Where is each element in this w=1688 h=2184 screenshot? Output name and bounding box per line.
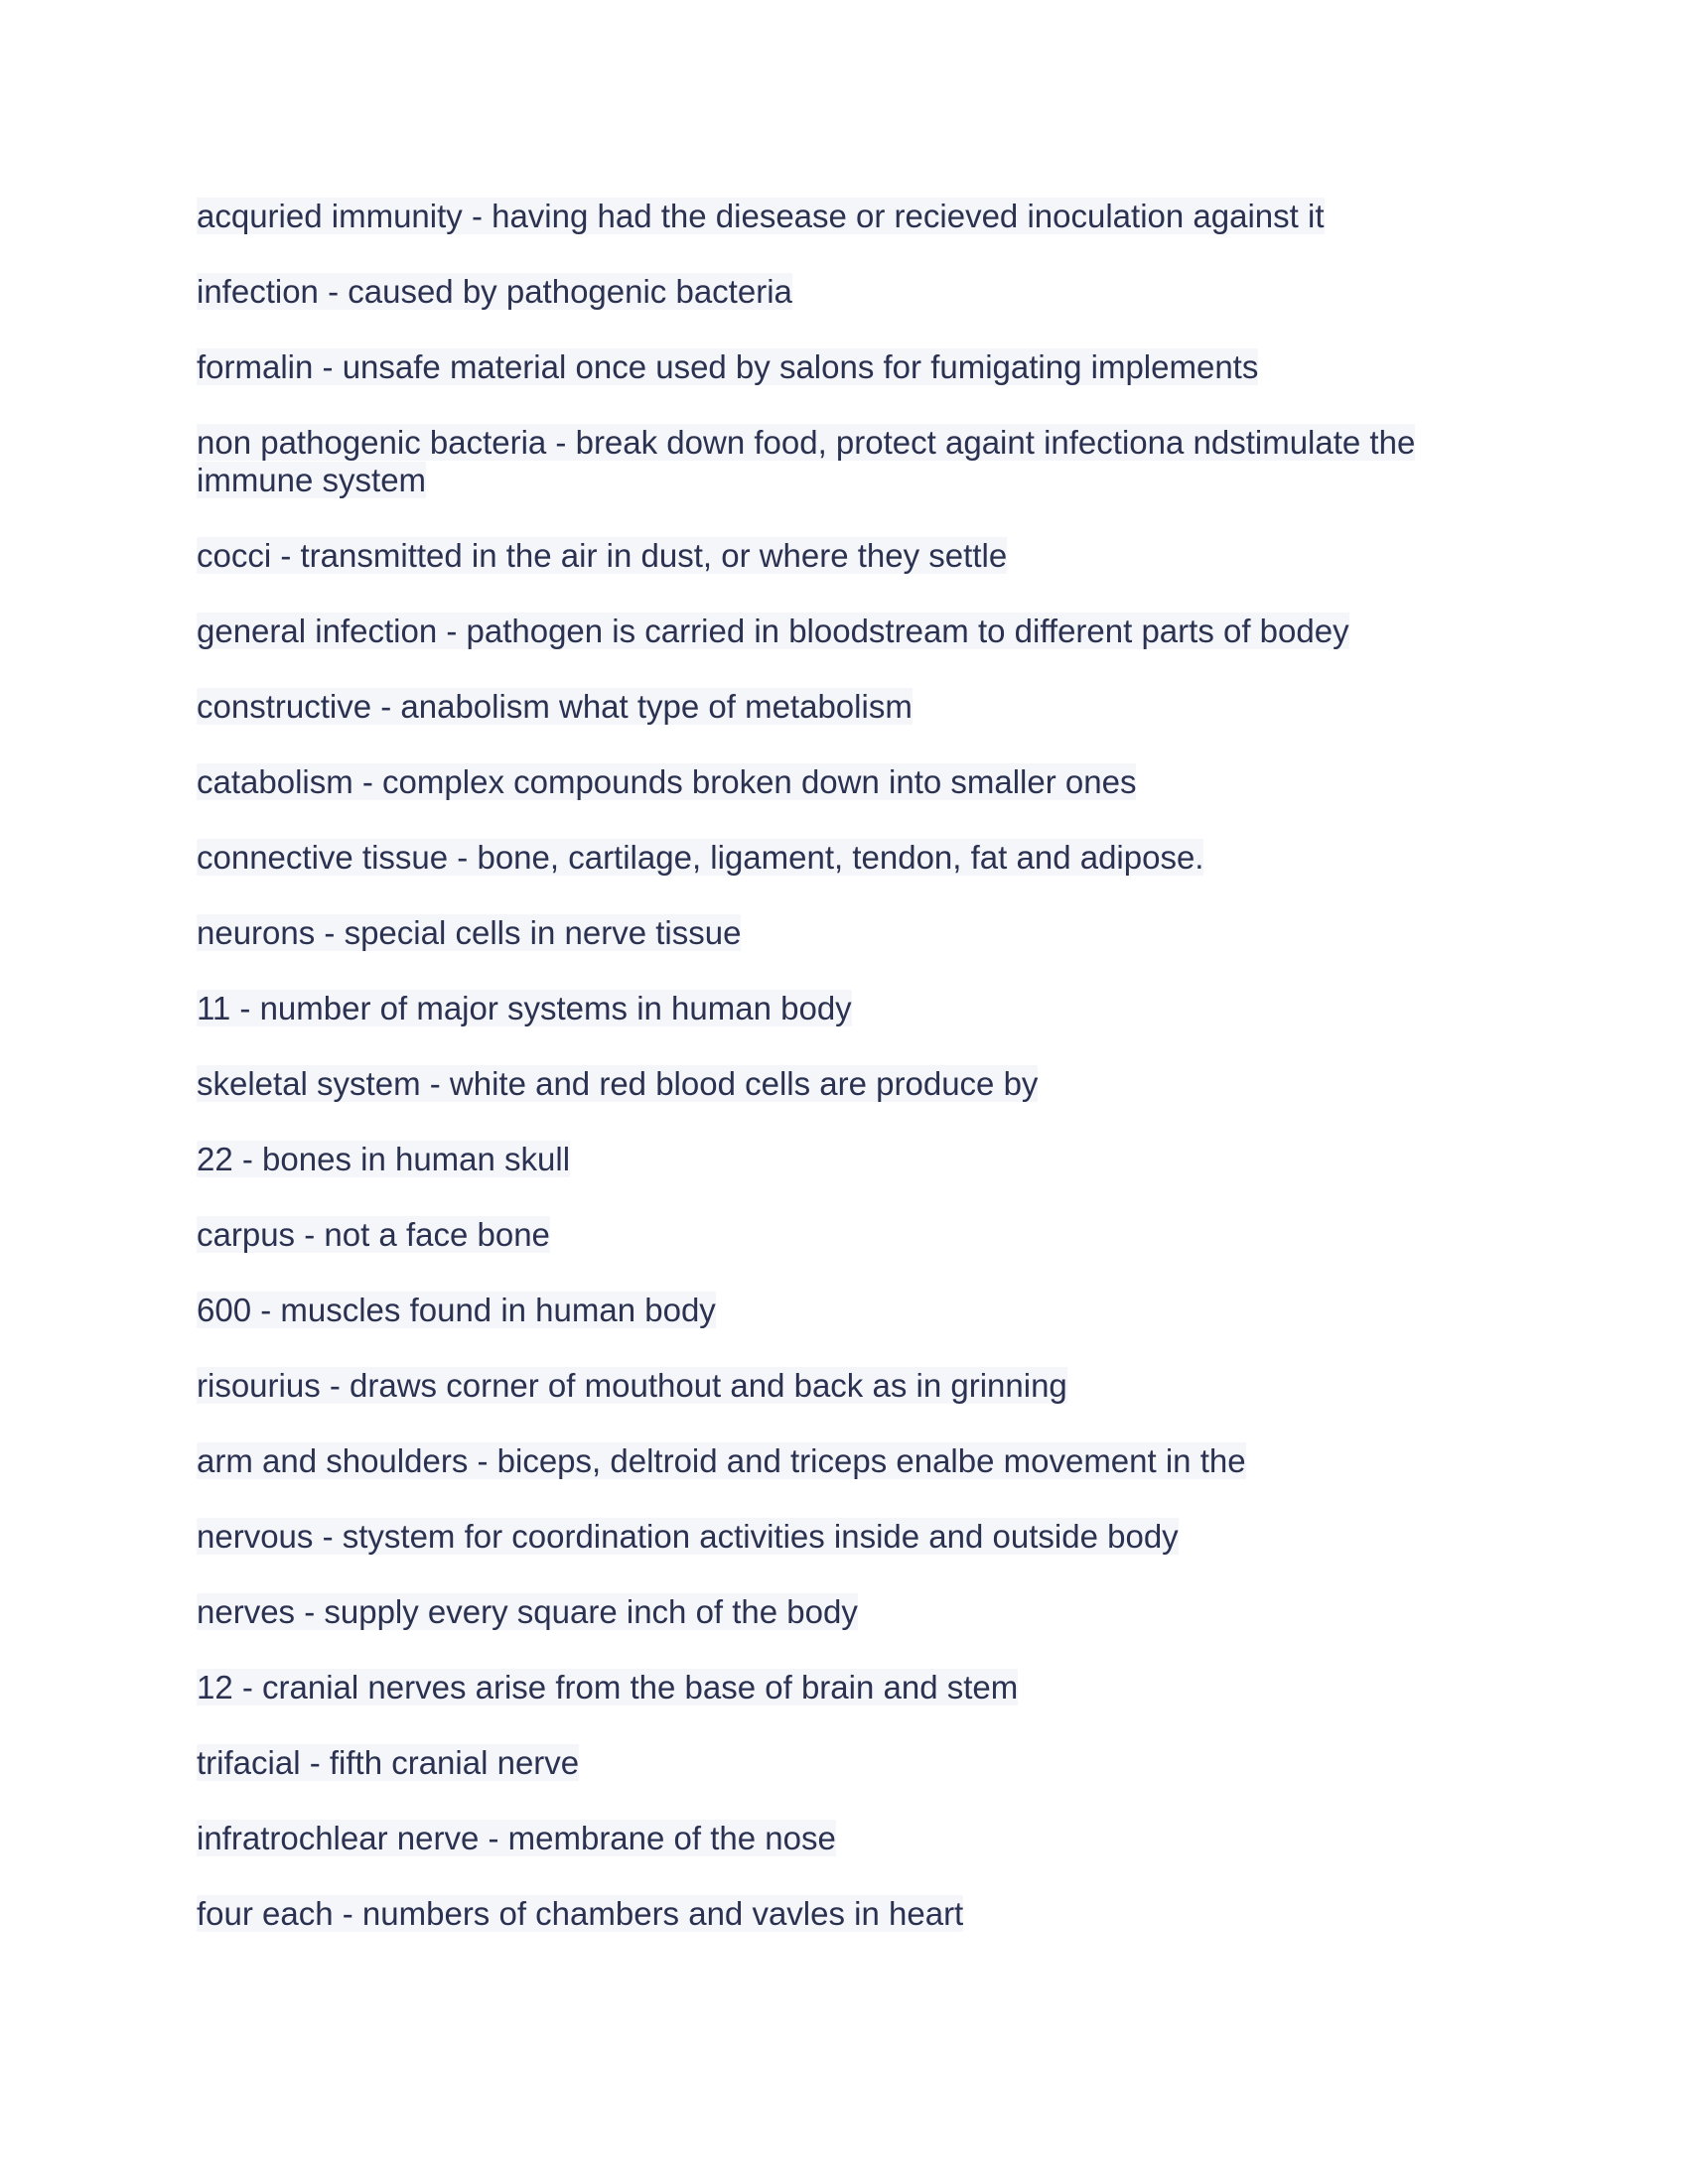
- entry: carpus - not a face bone: [197, 1216, 550, 1253]
- entry: catabolism - complex compounds broken down into smaller ones: [197, 763, 1137, 800]
- entry: arm and shoulders - biceps, deltroid and triceps enalbe movement in the: [197, 1442, 1246, 1479]
- entry: neurons - special cells in nerve tissue: [197, 914, 742, 951]
- entry: 600 - muscles found in human body: [197, 1292, 716, 1328]
- entry: trifacial - fifth cranial nerve: [197, 1744, 580, 1781]
- entry: risourius - draws corner of mouthout and back as in grinning: [197, 1367, 1067, 1404]
- entry: nerves - supply every square inch of the body: [197, 1593, 858, 1630]
- entry: cocci - transmitted in the air in dust, or where they settle: [197, 537, 1008, 574]
- entry: 12 - cranial nerves arise from the base of brain and stem: [197, 1669, 1019, 1706]
- entry: 22 - bones in human skull: [197, 1141, 571, 1177]
- entry: 11 - number of major systems in human body: [197, 990, 852, 1026]
- entry: constructive - anabolism what type of metabolism: [197, 688, 913, 725]
- flashcard-list: [197, 198, 1507, 1971]
- entry: formalin - unsafe material once used by salons for fumigating implements: [197, 348, 1259, 385]
- entry: four each - numbers of chambers and vavles in heart: [197, 1895, 964, 1932]
- entry: infection - caused by pathogenic bacteria: [197, 273, 792, 310]
- entry: general infection - pathogen is carried in bloodstream to different parts of bodey: [197, 613, 1349, 649]
- entry: nervous - stystem for coordination activities inside and outside body: [197, 1518, 1179, 1555]
- entry: skeletal system - white and red blood cells are produce by: [197, 1065, 1039, 1102]
- entry: non pathogenic bacteria - break down food, protect againt infectiona ndstimulate the immune system: [197, 424, 1416, 498]
- entry: acquried immunity - having had the diesease or recieved inoculation against it: [197, 198, 1325, 234]
- entry: infratrochlear nerve - membrane of the nose: [197, 1820, 836, 1856]
- entry: connective tissue - bone, cartilage, ligament, tendon, fat and adipose.: [197, 839, 1204, 876]
